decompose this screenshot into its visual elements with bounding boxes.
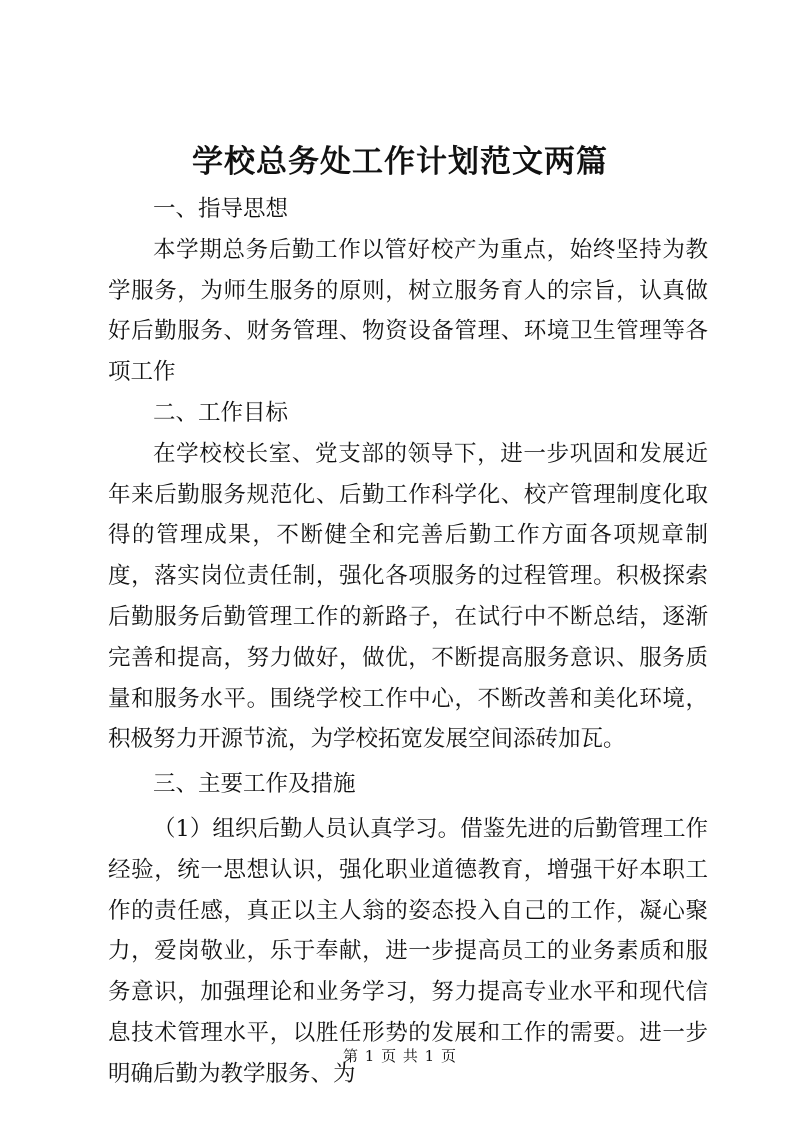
section-heading-guiding-ideology: 一、指导思想 bbox=[153, 196, 289, 222]
page-footer: 第 1 页 共 1 页 bbox=[343, 1047, 457, 1065]
section-paragraph: 本学期总务后勤工作以管好校产为重点，始终坚持为教学服务，为师生服务的原则，树立服务育人的宗旨，认真做好后勤服务、财务管理、物资设备管理、环境卫生管理等各项工作 bbox=[108, 236, 708, 386]
section-paragraph: 在学校校长室、党支部的领导下，进一步巩固和发展近年来后勤服务规范化、后勤工作科学化、校产管理制度化取得的管理成果，不断健全和完善后勤工作方面各项规章制度，落实岗位责任制，强化各项服务的过程管理。积极探索后勤服务后勤管理工作的新路子，在试行中不断总结，逐渐完善和提高，努力做好，做优，不断提高服务意识、服务质量和服务水平。围绕学校工作中心，不断改善和美化环境，积极努力开源节流，为学校拓宽发展空间添砖加瓦。 bbox=[108, 440, 708, 753]
document-title: 学校总务处工作计划范文两篇 bbox=[192, 144, 608, 180]
section-heading-work-goals: 二、工作目标 bbox=[153, 399, 289, 426]
section-heading-main-work: 三、主要工作及措施 bbox=[153, 771, 356, 798]
section-paragraph: （1）组织后勤人员认真学习。借鉴先进的后勤管理工作经验，统一思想认识，强化职业道德教育，增强干好本职工作的责任感，真正以主人翁的姿态投入自己的工作，凝心聚力，爱岗敬业，乐于奉献，进一步提高员工的业务素质和服务意识，加强理论和业务学习，努力提高专业水平和现代信息技术管理水平，以胜任形势的发展和工作的需要。进一步明确后勤为教学服务、为 bbox=[108, 815, 708, 1087]
document-body bbox=[108, 189, 708, 1095]
